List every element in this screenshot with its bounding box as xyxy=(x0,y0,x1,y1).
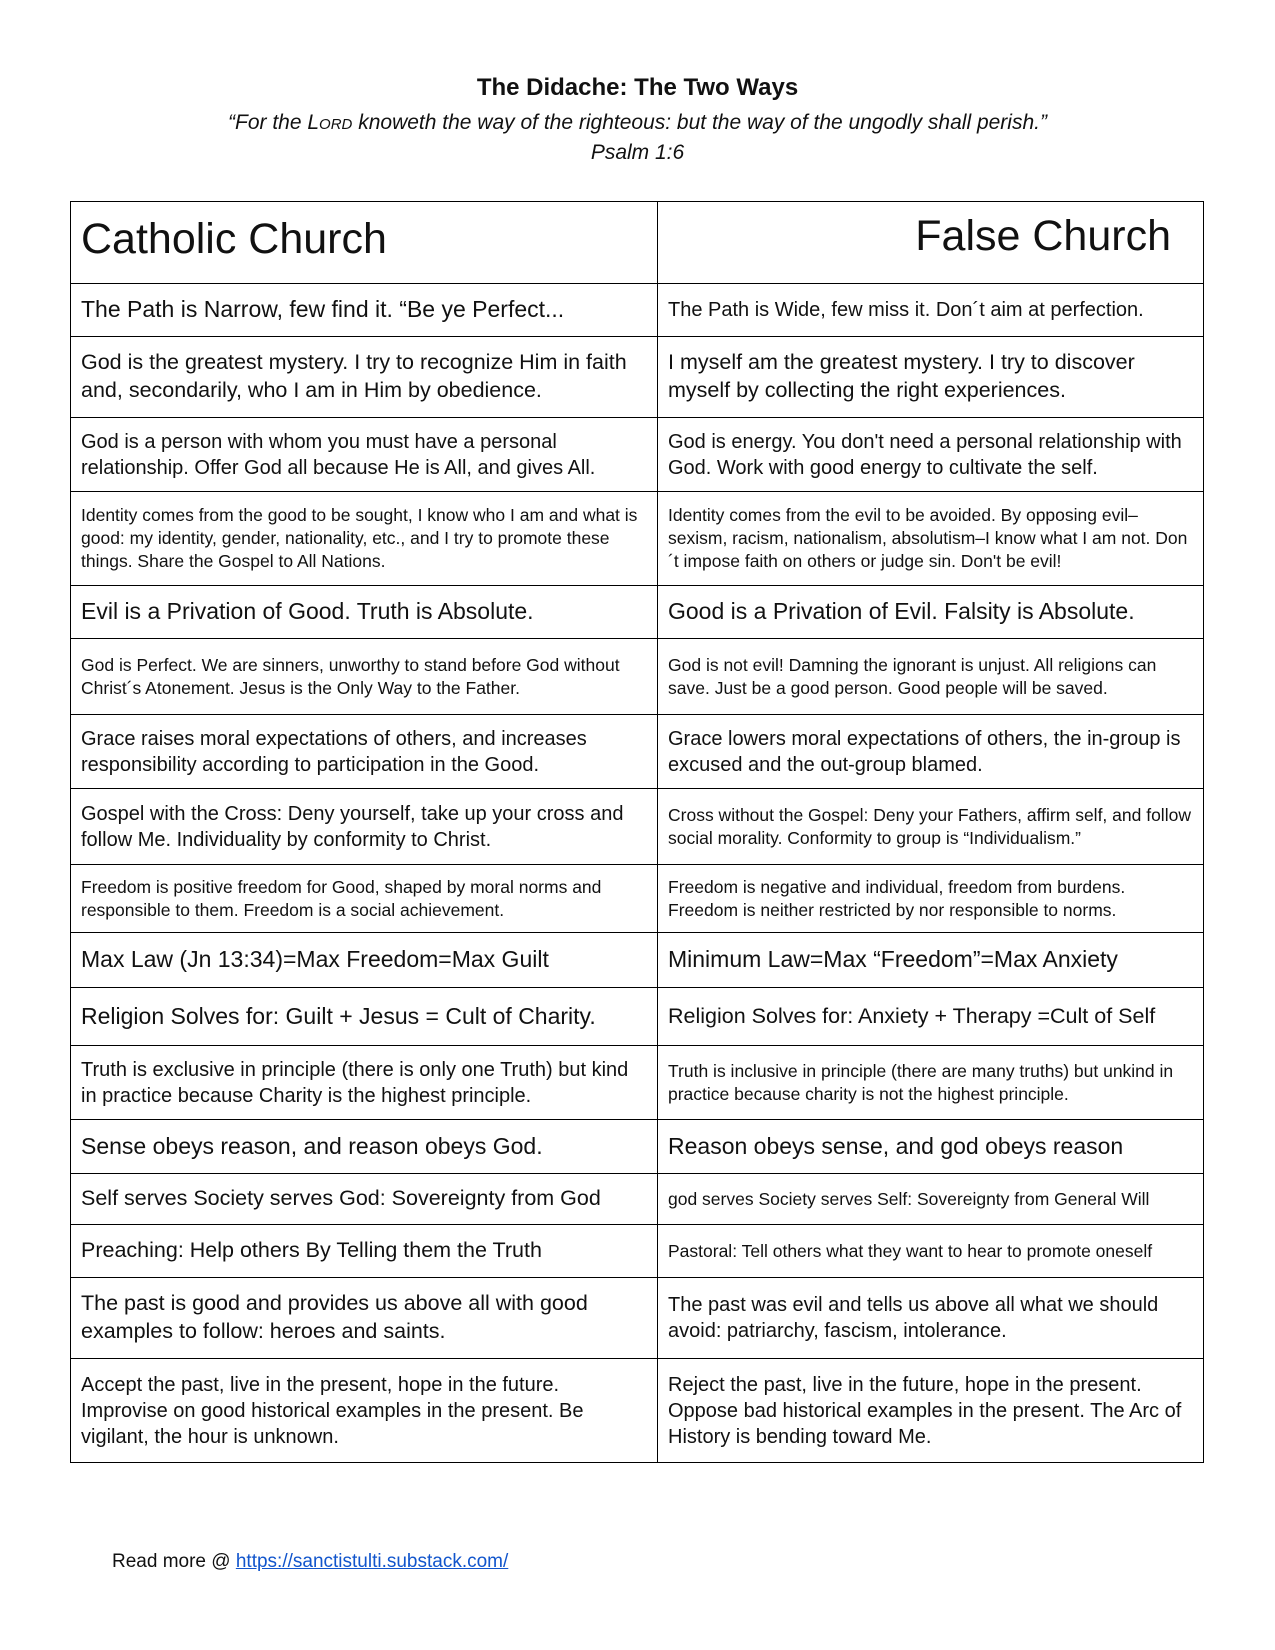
table-row xyxy=(71,865,1204,933)
table-row xyxy=(71,492,1204,586)
catholic-cell: The past is good and provides us above all with good examples to follow: heroes and saints. xyxy=(71,1278,658,1359)
false-cell: Pastoral: Tell others what they want to hear to promote oneself xyxy=(658,1225,1204,1278)
table-row xyxy=(71,639,1204,715)
table-row xyxy=(71,933,1204,988)
footer xyxy=(112,1551,508,1573)
comparison-table xyxy=(70,201,1204,1463)
false-cell: Minimum Law=Max “Freedom”=Max Anxiety xyxy=(658,933,1204,988)
table-row xyxy=(71,1174,1204,1225)
false-cell: Good is a Privation of Evil. Falsity is Absolute. xyxy=(658,586,1204,639)
table-row xyxy=(71,586,1204,639)
table-row xyxy=(71,418,1204,492)
false-cell: Freedom is negative and individual, freedom from burdens. Freedom is neither restricted by nor responsible to norms. xyxy=(658,865,1204,933)
false-cell: Grace lowers moral expectations of others, the in-group is excused and the out-group blamed. xyxy=(658,715,1204,789)
quote-lord-initial: L xyxy=(307,111,320,134)
catholic-cell: Self serves Society serves God: Sovereignty from God xyxy=(71,1174,658,1225)
false-cell: Reject the past, live in the future, hope in the present. Oppose bad historical examples in the present. The Arc of History is bending toward Me. xyxy=(658,1359,1204,1463)
table-row xyxy=(71,1046,1204,1120)
false-cell: god serves Society serves Self: Sovereignty from General Will xyxy=(658,1174,1204,1225)
catholic-cell: God is Perfect. We are sinners, unworthy to stand before God without Christ´s Atonement. Jesus is the Only Way to the Father. xyxy=(71,639,658,715)
catholic-cell: Religion Solves for: Guilt + Jesus = Cult of Charity. xyxy=(71,988,658,1046)
catholic-cell: Evil is a Privation of Good. Truth is Absolute. xyxy=(71,586,658,639)
false-cell: Identity comes from the evil to be avoided. By opposing evil–sexism, racism, nationalism, absolutism–I know what I am not. Don´t impose faith on others or judge sin. Don't be evil! xyxy=(658,492,1204,586)
catholic-cell: Truth is exclusive in principle (there is only one Truth) but kind in practice because Charity is the highest principle. xyxy=(71,1046,658,1120)
column-header-catholic-church: Catholic Church xyxy=(71,202,658,284)
quote-start: “For the xyxy=(228,111,308,134)
quote-end: knoweth the way of the righteous: but the way of the ungodly shall perish.” xyxy=(352,111,1047,134)
document-title: The Didache: The Two Ways xyxy=(476,74,799,101)
false-cell: God is not evil! Damning the ignorant is unjust. All religions can save. Just be a good person. Good people will be saved. xyxy=(658,639,1204,715)
false-cell: The Path is Wide, few miss it. Don´t aim at perfection. xyxy=(658,284,1204,337)
epigraph-citation: Psalm 1:6 xyxy=(590,141,685,164)
table-header-row xyxy=(71,202,1204,284)
table-row xyxy=(71,715,1204,789)
false-cell: The past was evil and tells us above all what we should avoid: patriarchy, fascism, intolerance. xyxy=(658,1278,1204,1359)
footer-prefix: Read more @ xyxy=(112,1551,236,1572)
catholic-cell: Preaching: Help others By Telling them the Truth xyxy=(71,1225,658,1278)
quote-lord-smallcaps: ORD xyxy=(319,116,353,133)
table-row xyxy=(71,1120,1204,1174)
table-row xyxy=(71,1225,1204,1278)
false-cell: Reason obeys sense, and god obeys reason xyxy=(658,1120,1204,1174)
substack-link[interactable]: https://sanctistulti.substack.com/ xyxy=(235,1551,509,1572)
table-row xyxy=(71,988,1204,1046)
column-header-false-church: False Church xyxy=(658,202,1204,284)
catholic-cell: The Path is Narrow, few find it. “Be ye Perfect... xyxy=(71,284,658,337)
false-cell: Religion Solves for: Anxiety + Therapy =Cult of Self xyxy=(658,988,1204,1046)
catholic-cell: Gospel with the Cross: Deny yourself, take up your cross and follow Me. Individuality by conformity to Christ. xyxy=(71,789,658,865)
table-row xyxy=(71,337,1204,418)
catholic-cell: Identity comes from the good to be sought, I know who I am and what is good: my identity, gender, nationality, etc., and I try to promote these things. Share the Gospel to All Nations. xyxy=(71,492,658,586)
false-cell: Cross without the Gospel: Deny your Fathers, affirm self, and follow social morality. Conformity to group is “Individualism.” xyxy=(658,789,1204,865)
table-row xyxy=(71,1359,1204,1463)
catholic-cell: God is the greatest mystery. I try to recognize Him in faith and, secondarily, who I am in Him by obedience. xyxy=(71,337,658,418)
catholic-cell: God is a person with whom you must have a personal relationship. Offer God all because He is All, and gives All. xyxy=(71,418,658,492)
false-cell: Truth is inclusive in principle (there are many truths) but unkind in practice because charity is not the highest principle. xyxy=(658,1046,1204,1120)
false-cell: I myself am the greatest mystery. I try to discover myself by collecting the right experiences. xyxy=(658,337,1204,418)
table-row xyxy=(71,789,1204,865)
catholic-cell: Sense obeys reason, and reason obeys God. xyxy=(71,1120,658,1174)
table-row xyxy=(71,284,1204,337)
table-row xyxy=(71,1278,1204,1359)
false-cell: God is energy. You don't need a personal relationship with God. Work with good energy to cultivate the self. xyxy=(658,418,1204,492)
epigraph-quote xyxy=(0,110,1275,138)
catholic-cell: Grace raises moral expectations of others, and increases responsibility according to participation in the Good. xyxy=(71,715,658,789)
catholic-cell: Max Law (Jn 13:34)=Max Freedom=Max Guilt xyxy=(71,933,658,988)
catholic-cell: Freedom is positive freedom for Good, shaped by moral norms and responsible to them. Freedom is a social achievement. xyxy=(71,865,658,933)
catholic-cell: Accept the past, live in the present, hope in the future. Improvise on good historical examples in the present. Be vigilant, the hour is unknown. xyxy=(71,1359,658,1463)
